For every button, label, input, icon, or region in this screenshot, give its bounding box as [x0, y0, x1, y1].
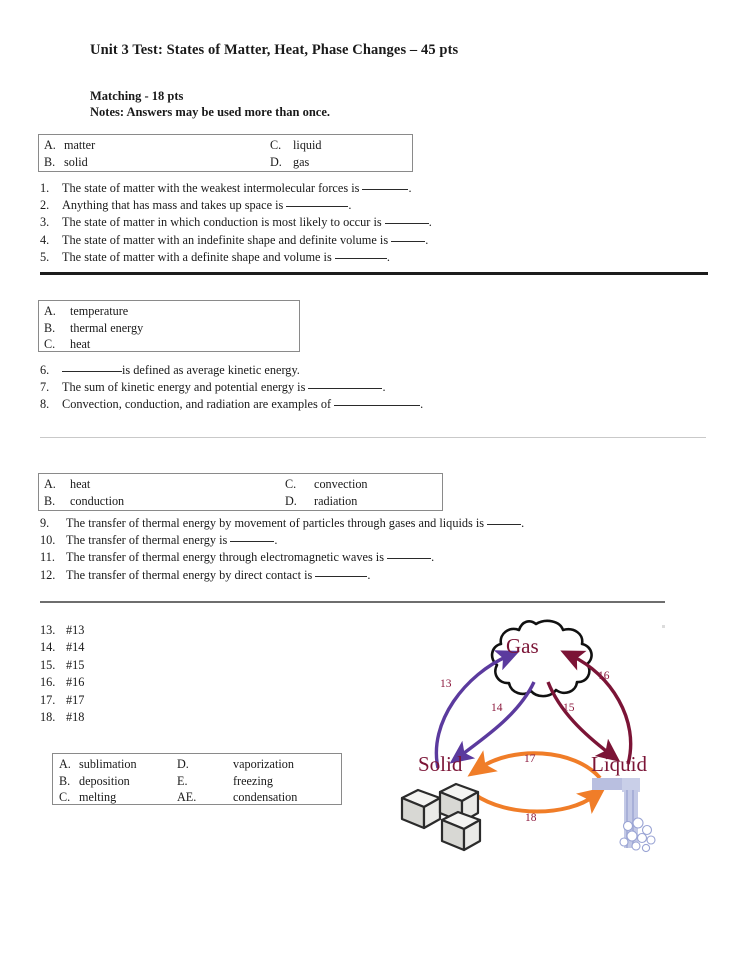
answer-box-heat-transfer — [38, 473, 443, 511]
phase-change-diagram — [388, 612, 688, 857]
answer-row — [44, 303, 299, 320]
question-suffix: . — [408, 181, 412, 195]
option-text: heat — [70, 477, 91, 491]
question-text — [62, 197, 351, 214]
option-text: temperature — [70, 304, 129, 318]
state-label-gas: Gas — [506, 634, 539, 658]
question-number: 17. — [40, 692, 56, 707]
question-item — [40, 709, 84, 726]
answer-col2 — [285, 476, 368, 493]
question-item — [40, 197, 432, 214]
question-prefix: The sum of kinetic energy and potential energy is — [62, 380, 309, 395]
answer-box-phase-changes — [52, 753, 342, 805]
answer-row — [59, 773, 341, 790]
option-letter: D. — [270, 154, 282, 169]
question-text: #14 — [66, 640, 85, 655]
question-prefix: The state of matter with a definite shape and volume is — [62, 249, 335, 264]
answer-blank[interactable] — [334, 405, 420, 406]
state-label-solid: Solid — [418, 752, 463, 776]
answer-row — [44, 137, 412, 154]
answer-blank[interactable] — [487, 524, 521, 525]
option-letter: B. — [44, 320, 56, 335]
answer-col2 — [270, 137, 322, 154]
answer-blank[interactable] — [387, 558, 431, 559]
question-suffix: . — [420, 397, 424, 412]
question-text — [62, 232, 428, 249]
option-text-2: vaporization — [233, 757, 294, 771]
answer-blank[interactable] — [62, 371, 122, 372]
question-prefix: Anything that has mass and takes up space is — [62, 198, 287, 213]
question-text — [66, 532, 277, 549]
question-item — [40, 396, 423, 413]
scan-speck — [662, 625, 665, 628]
question-item — [40, 639, 84, 656]
question-number: 7. — [40, 380, 50, 395]
question-text — [62, 249, 390, 266]
question-item — [40, 232, 432, 249]
question-number: 16. — [40, 675, 56, 690]
question-prefix: The transfer of thermal energy by direct contact is — [66, 567, 316, 582]
answer-col2 — [285, 493, 357, 510]
answer-blank[interactable] — [230, 541, 274, 542]
question-item — [40, 379, 423, 396]
option-letter: C. — [270, 138, 282, 152]
question-text — [62, 396, 423, 413]
question-suffix: . — [274, 533, 278, 548]
question-number: 15. — [40, 657, 56, 672]
option-text-2: freezing — [233, 773, 273, 788]
option-text: deposition — [79, 773, 130, 788]
option-text: solid — [64, 154, 88, 169]
option-text: conduction — [70, 493, 125, 508]
question-item — [40, 214, 432, 231]
question-text — [66, 567, 370, 584]
answer-blank[interactable] — [391, 241, 425, 242]
question-suffix: . — [348, 198, 352, 213]
answer-blank[interactable] — [286, 206, 348, 207]
question-text — [66, 515, 524, 532]
arrow-label-14: 14 — [491, 702, 503, 714]
option-letter-2: AE. — [177, 790, 197, 804]
question-number: 1. — [40, 181, 50, 195]
option-letter: A. — [44, 477, 56, 491]
question-item — [40, 180, 432, 197]
question-number: 18. — [40, 710, 56, 725]
answer-blank[interactable] — [385, 223, 429, 224]
question-suffix: . — [386, 249, 390, 264]
option-text: sublimation — [79, 757, 137, 771]
question-item — [40, 249, 432, 266]
option-text: gas — [293, 154, 310, 169]
section-divider-3 — [40, 601, 665, 603]
answer-row — [44, 154, 412, 171]
question-number: 11. — [40, 550, 55, 565]
question-item — [40, 532, 524, 549]
section-divider-2 — [40, 437, 706, 438]
question-number: 6. — [40, 363, 50, 377]
question-text — [62, 379, 386, 396]
question-suffix: . — [382, 380, 386, 395]
answer-blank[interactable] — [308, 388, 382, 389]
faucet-water-icon — [592, 778, 655, 852]
question-number: 3. — [40, 215, 50, 230]
question-item — [40, 549, 524, 566]
question-suffix: . — [521, 516, 525, 530]
answer-row — [44, 476, 442, 493]
question-number: 14. — [40, 640, 56, 655]
option-text: thermal energy — [70, 320, 144, 335]
question-text: #16 — [66, 675, 85, 690]
question-text: #15 — [66, 657, 85, 672]
question-item — [40, 515, 524, 532]
question-prefix: The state of matter with an indefinite shape and definite volume is — [62, 232, 392, 247]
arrow-15-condensation — [548, 682, 610, 754]
option-letter: B. — [44, 493, 56, 508]
question-list-1-5 — [40, 180, 432, 266]
question-text: #18 — [66, 710, 85, 725]
arrow-label-16: 16 — [598, 670, 610, 682]
answer-blank[interactable] — [335, 258, 387, 259]
question-text — [62, 362, 300, 379]
question-number: 13. — [40, 623, 56, 637]
option-text-2: condensation — [233, 790, 298, 804]
answer-row — [44, 320, 299, 337]
answer-row — [59, 756, 341, 773]
answer-box-energy — [38, 300, 300, 352]
question-item — [40, 567, 524, 584]
question-number: 10. — [40, 533, 56, 548]
section-divider-1 — [40, 272, 708, 275]
question-prefix: The transfer of thermal energy is — [66, 533, 231, 548]
question-list-6-8 — [40, 362, 423, 414]
question-number: 8. — [40, 397, 50, 412]
option-letter-2: D. — [177, 757, 189, 771]
question-prefix: The transfer of thermal energy by movement of particles through gases and liquids is — [66, 516, 488, 530]
question-item — [40, 674, 84, 691]
question-suffix: . — [428, 215, 432, 230]
question-text — [62, 214, 432, 231]
question-prefix: The state of matter with the weakest intermolecular forces is — [62, 181, 363, 195]
question-item — [40, 657, 84, 674]
answer-blank[interactable] — [362, 189, 408, 190]
arrow-18-melting — [474, 794, 594, 812]
question-text — [62, 180, 412, 197]
option-letter: C. — [285, 477, 297, 491]
option-letter: C. — [59, 790, 71, 804]
question-number: 12. — [40, 567, 56, 582]
answer-col2 — [270, 154, 309, 171]
option-text: liquid — [293, 138, 322, 152]
option-text: radiation — [314, 493, 358, 508]
answer-blank[interactable] — [315, 576, 367, 577]
question-text: #13 — [66, 623, 85, 637]
question-prefix: The state of matter in which conduction is most likely to occur is — [62, 215, 385, 230]
arrow-label-17: 17 — [524, 753, 536, 765]
question-suffix: is defined as average kinetic energy. — [122, 363, 300, 377]
option-text: heat — [70, 337, 91, 351]
option-text: convection — [314, 477, 368, 491]
answer-row — [44, 493, 442, 510]
question-prefix: Convection, conduction, and radiation are examples of — [62, 397, 335, 412]
option-letter-2: E. — [177, 773, 188, 788]
question-text: #17 — [66, 692, 85, 707]
answer-box-states — [38, 134, 413, 172]
section-heading-block — [90, 88, 330, 120]
matching-note: Notes: Answers may be used more than once. — [90, 105, 331, 119]
question-text — [66, 549, 434, 566]
question-number: 5. — [40, 249, 50, 264]
question-item — [40, 622, 84, 639]
question-item — [40, 362, 423, 379]
question-item — [40, 692, 84, 709]
option-letter: A. — [44, 304, 56, 318]
question-list-9-12 — [40, 515, 524, 584]
answer-row — [59, 789, 341, 806]
option-text: matter — [64, 138, 96, 152]
matching-heading: Matching - 18 pts — [90, 89, 184, 103]
answer-row — [44, 336, 299, 353]
question-suffix: . — [431, 550, 435, 565]
ice-cubes-icon — [402, 784, 480, 850]
option-letter: A. — [59, 757, 71, 771]
question-suffix: . — [367, 567, 371, 582]
arrow-label-15: 15 — [563, 702, 575, 714]
option-letter: D. — [285, 493, 297, 508]
option-text: melting — [79, 790, 117, 804]
question-list-13-18 — [40, 622, 84, 726]
page-title: Unit 3 Test: States of Matter, Heat, Phase Changes – 45 pts — [90, 42, 459, 58]
option-letter: B. — [59, 773, 71, 788]
question-suffix: . — [425, 232, 429, 247]
arrow-label-18: 18 — [525, 812, 537, 824]
option-letter: A. — [44, 138, 56, 152]
option-letter: C. — [44, 337, 56, 351]
question-prefix: The transfer of thermal energy through electromagnetic waves is — [66, 550, 388, 565]
question-number: 4. — [40, 232, 50, 247]
option-letter: B. — [44, 154, 56, 169]
arrow-label-13: 13 — [440, 678, 452, 690]
state-label-liquid: Liquid — [591, 752, 647, 776]
arrow-17-freezing — [480, 753, 600, 778]
question-number: 2. — [40, 198, 50, 213]
question-number: 9. — [40, 516, 50, 530]
